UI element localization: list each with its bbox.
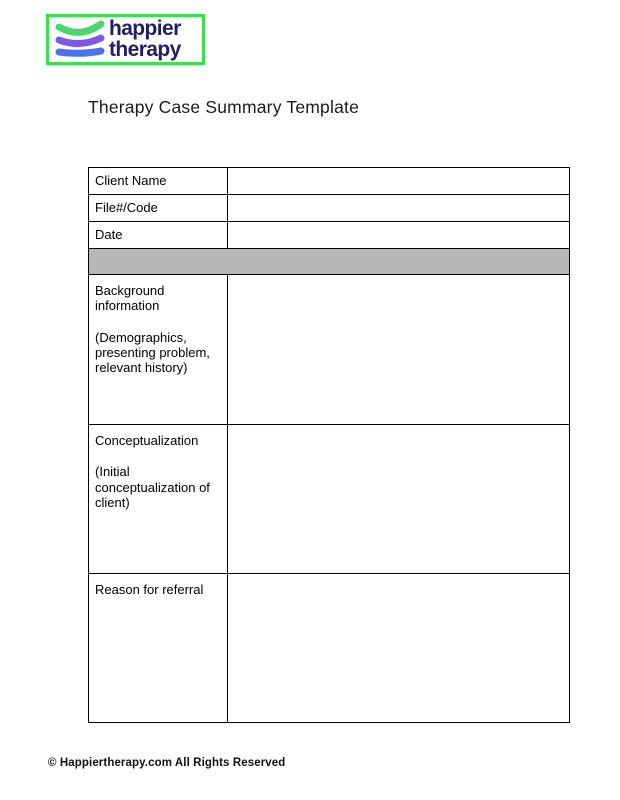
conceptualization-label-cell: [89, 425, 228, 574]
reason-for-referral-value-cell[interactable]: [228, 574, 570, 723]
date-value-cell[interactable]: [228, 222, 570, 249]
copyright-footer: © Happiertherapy.com All Rights Reserved: [48, 757, 286, 769]
page-title: Therapy Case Summary Template: [88, 97, 360, 117]
logo-stroke-bottom: [59, 51, 101, 53]
background-information-sublabel: (Demographics, presenting problem, relevant history): [95, 329, 210, 376]
conceptualization-value-cell[interactable]: [228, 425, 570, 574]
background-information-value-cell[interactable]: [228, 275, 570, 425]
table-row-background-information: [89, 275, 570, 425]
date-label: Date: [89, 222, 228, 249]
table-row-conceptualization: [89, 425, 570, 574]
logo-stroke-middle: [59, 38, 101, 44]
client-name-label: Client Name: [89, 168, 228, 195]
file-code-label: File#/Code: [89, 195, 228, 222]
logo-word-line1: happier: [109, 16, 181, 40]
logo-word-line2: therapy: [109, 37, 181, 61]
conceptualization-sublabel: (Initial conceptualization of client): [95, 464, 210, 510]
table-row-date: [89, 222, 570, 249]
background-information-label-cell: [89, 275, 228, 425]
happier-therapy-logo: [46, 14, 205, 65]
reason-for-referral-label-cell: [89, 574, 228, 723]
logo-stroke-top: [59, 24, 101, 32]
case-summary-table: [88, 167, 570, 723]
table-row-file-code: [89, 195, 570, 222]
file-code-value-cell[interactable]: [228, 195, 570, 222]
conceptualization-label: Conceptualization: [95, 433, 199, 448]
table-row-client-name: [89, 168, 570, 195]
logo-wordmark: [109, 16, 181, 61]
reason-for-referral-label: Reason for referral: [95, 582, 204, 597]
section-divider-cell: [89, 249, 570, 275]
table-row-section-divider: [89, 249, 570, 275]
table-row-reason-for-referral: [89, 574, 570, 723]
client-name-value-cell[interactable]: [228, 168, 570, 195]
background-information-label: Background information: [95, 283, 165, 314]
three-curved-strokes-icon: [54, 20, 106, 60]
